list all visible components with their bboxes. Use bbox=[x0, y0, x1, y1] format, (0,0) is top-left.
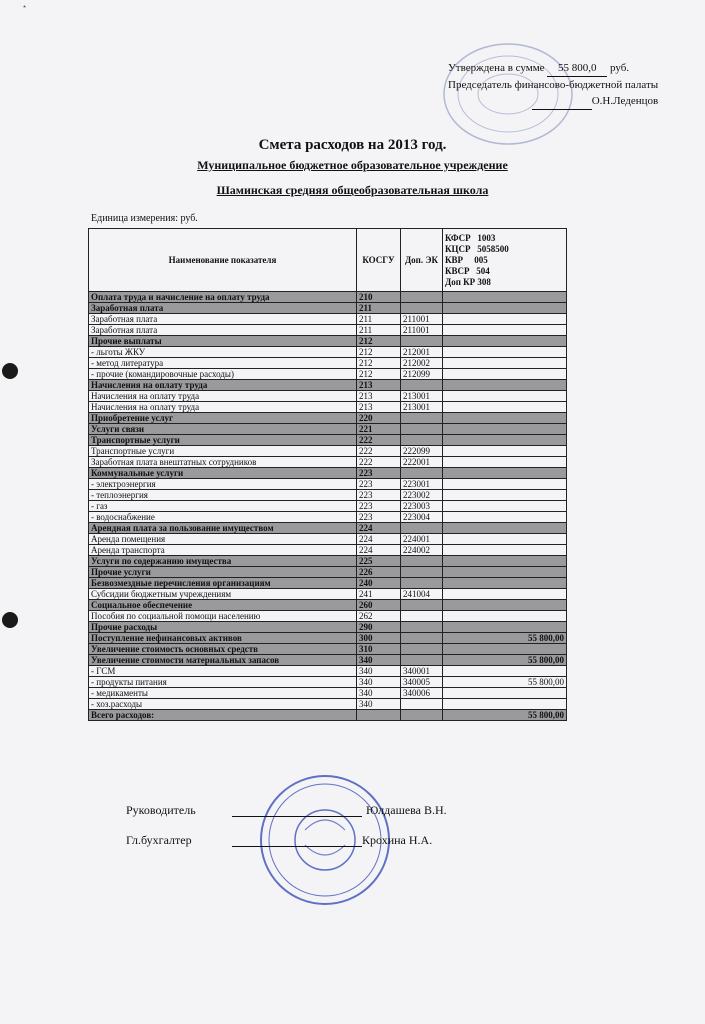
header-kosgu: КОСГУ bbox=[357, 229, 401, 292]
cell-dop-ek: 212099 bbox=[401, 369, 443, 380]
cell-sum: 55 800,00 bbox=[443, 677, 567, 688]
cell-dop-ek bbox=[401, 468, 443, 479]
cell-sum bbox=[443, 457, 567, 468]
cell-kosgu: 340 bbox=[357, 666, 401, 677]
cell-sum bbox=[443, 512, 567, 523]
cell-kosgu: 260 bbox=[357, 600, 401, 611]
header-kfsr: КФСР 1003 КЦСР 5058500 КВР 005 КВСР 504 Доп КР 308 bbox=[443, 229, 567, 292]
cell-name: Безвозмездные перечисления организациям bbox=[89, 578, 357, 589]
unit-label: Единица измерения: руб. bbox=[91, 213, 198, 224]
cell-kosgu: 223 bbox=[357, 468, 401, 479]
cell-dop-ek bbox=[401, 611, 443, 622]
cell-kosgu: 212 bbox=[357, 347, 401, 358]
table-row bbox=[89, 358, 567, 369]
head-label: Руководитель bbox=[126, 803, 196, 817]
cell-name: Пособия по социальной помощи населению bbox=[89, 611, 357, 622]
cell-sum bbox=[443, 292, 567, 303]
accountant-label: Гл.бухгалтер bbox=[126, 833, 192, 847]
table-row bbox=[89, 622, 567, 633]
cell-sum bbox=[443, 479, 567, 490]
cell-dop-ek bbox=[401, 380, 443, 391]
head-name: Юлдашева В.Н. bbox=[366, 803, 447, 817]
cell-name: - прочие (командировочные расходы) bbox=[89, 369, 357, 380]
cell-kosgu: 340 bbox=[357, 699, 401, 710]
cell-kosgu: 220 bbox=[357, 413, 401, 424]
cell-name: Арендная плата за пользование имуществом bbox=[89, 523, 357, 534]
table-row bbox=[89, 710, 567, 721]
cell-sum bbox=[443, 600, 567, 611]
cell-name: - продукты питания bbox=[89, 677, 357, 688]
cell-kosgu: 241 bbox=[357, 589, 401, 600]
cell-name: Начисления на оплату труда bbox=[89, 402, 357, 413]
head-signature-line bbox=[232, 816, 362, 817]
cell-sum bbox=[443, 688, 567, 699]
accountant-name: Крохина Н.А. bbox=[362, 833, 433, 847]
cell-dop-ek: 212001 bbox=[401, 347, 443, 358]
cell-sum bbox=[443, 303, 567, 314]
cell-sum bbox=[443, 435, 567, 446]
cell-sum bbox=[443, 424, 567, 435]
cell-name: - льготы ЖКУ bbox=[89, 347, 357, 358]
table-row bbox=[89, 512, 567, 523]
cell-name: - ГСМ bbox=[89, 666, 357, 677]
accountant-signature-line bbox=[232, 846, 362, 847]
cell-kosgu: 213 bbox=[357, 380, 401, 391]
table-row bbox=[89, 545, 567, 556]
table-row bbox=[89, 666, 567, 677]
cell-sum: 55 800,00 bbox=[443, 710, 567, 721]
cell-kosgu: 212 bbox=[357, 336, 401, 347]
table-row bbox=[89, 677, 567, 688]
cell-name: Прочие выплаты bbox=[89, 336, 357, 347]
cell-dop-ek bbox=[401, 424, 443, 435]
cell-dop-ek bbox=[401, 655, 443, 666]
cell-kosgu: 223 bbox=[357, 501, 401, 512]
table-row bbox=[89, 292, 567, 303]
table-row bbox=[89, 644, 567, 655]
table-header-row bbox=[89, 229, 567, 292]
approval-block bbox=[448, 60, 658, 110]
cell-kosgu: 222 bbox=[357, 446, 401, 457]
table-body bbox=[89, 292, 567, 721]
table-row bbox=[89, 567, 567, 578]
cell-kosgu: 310 bbox=[357, 644, 401, 655]
cell-dop-ek bbox=[401, 303, 443, 314]
org-name-text: Шаминская средняя общеобразовательная школа bbox=[216, 183, 489, 197]
cell-sum: 55 800,00 bbox=[443, 655, 567, 666]
cell-kosgu: 290 bbox=[357, 622, 401, 633]
cell-dop-ek: 223003 bbox=[401, 501, 443, 512]
cell-kosgu: 211 bbox=[357, 303, 401, 314]
table-row bbox=[89, 314, 567, 325]
cell-dop-ek: 340005 bbox=[401, 677, 443, 688]
cell-dop-ek bbox=[401, 523, 443, 534]
cell-name: Прочие расходы bbox=[89, 622, 357, 633]
table-row bbox=[89, 655, 567, 666]
table-row bbox=[89, 336, 567, 347]
corner-mark: ⋆ bbox=[22, 2, 28, 11]
header-dop-ek: Доп. ЭК bbox=[401, 229, 443, 292]
cell-dop-ek: 222001 bbox=[401, 457, 443, 468]
table-row bbox=[89, 303, 567, 314]
table-row bbox=[89, 457, 567, 468]
cell-kosgu: 221 bbox=[357, 424, 401, 435]
cell-sum bbox=[443, 699, 567, 710]
approval-amount-prefix: Утверждена в сумме bbox=[448, 62, 545, 74]
approval-amount-value: 55 800,0 bbox=[547, 60, 607, 77]
cell-sum bbox=[443, 380, 567, 391]
table-row bbox=[89, 589, 567, 600]
cell-sum bbox=[443, 347, 567, 358]
cell-kosgu: 226 bbox=[357, 567, 401, 578]
cell-kosgu: 213 bbox=[357, 402, 401, 413]
cell-name: Начисления на оплату труда bbox=[89, 380, 357, 391]
cell-sum bbox=[443, 589, 567, 600]
cell-kosgu: 222 bbox=[357, 457, 401, 468]
cell-sum bbox=[443, 468, 567, 479]
cell-kosgu: 225 bbox=[357, 556, 401, 567]
cell-sum bbox=[443, 501, 567, 512]
cell-kosgu: 340 bbox=[357, 688, 401, 699]
table-row bbox=[89, 468, 567, 479]
org-type bbox=[0, 158, 705, 173]
cell-name: Аренда помещения bbox=[89, 534, 357, 545]
cell-name: Коммунальные услуги bbox=[89, 468, 357, 479]
cell-name: Субсидии бюджетным учреждениям bbox=[89, 589, 357, 600]
cell-sum bbox=[443, 523, 567, 534]
table-row bbox=[89, 556, 567, 567]
cell-sum bbox=[443, 314, 567, 325]
table-row bbox=[89, 347, 567, 358]
cell-kosgu: 223 bbox=[357, 512, 401, 523]
cell-dop-ek bbox=[401, 578, 443, 589]
cell-dop-ek: 213001 bbox=[401, 391, 443, 402]
cell-name: Услуги связи bbox=[89, 424, 357, 435]
approval-signer: О.Н.Леденцов bbox=[591, 95, 659, 107]
cell-name: Транспортные услуги bbox=[89, 446, 357, 457]
cell-dop-ek: 223001 bbox=[401, 479, 443, 490]
org-type-text: Муниципальное бюджетное образовательное учреждение bbox=[197, 158, 508, 172]
cell-dop-ek bbox=[401, 710, 443, 721]
cell-dop-ek: 340006 bbox=[401, 688, 443, 699]
cell-kosgu: 224 bbox=[357, 523, 401, 534]
cell-name: - медикаменты bbox=[89, 688, 357, 699]
cell-kosgu: 211 bbox=[357, 325, 401, 336]
cell-dop-ek bbox=[401, 413, 443, 424]
cell-sum bbox=[443, 402, 567, 413]
cell-dop-ek bbox=[401, 435, 443, 446]
cell-name: Социальное обеспечение bbox=[89, 600, 357, 611]
cell-name: Услуги по содержанию имущества bbox=[89, 556, 357, 567]
cell-kosgu: 262 bbox=[357, 611, 401, 622]
cell-name: Прочие услуги bbox=[89, 567, 357, 578]
cell-sum bbox=[443, 369, 567, 380]
cell-sum bbox=[443, 622, 567, 633]
cell-dop-ek: 223002 bbox=[401, 490, 443, 501]
cell-kosgu: 212 bbox=[357, 369, 401, 380]
table-row bbox=[89, 402, 567, 413]
cell-name: Всего расходов: bbox=[89, 710, 357, 721]
table-row bbox=[89, 490, 567, 501]
table-row bbox=[89, 325, 567, 336]
cell-name: Поступление нефинансовых активов bbox=[89, 633, 357, 644]
cell-dop-ek bbox=[401, 292, 443, 303]
org-name bbox=[0, 183, 705, 198]
cell-kosgu: 240 bbox=[357, 578, 401, 589]
cell-name: Заработная плата bbox=[89, 325, 357, 336]
cell-dop-ek: 224002 bbox=[401, 545, 443, 556]
cell-sum bbox=[443, 534, 567, 545]
approval-amount-suffix: руб. bbox=[610, 62, 630, 74]
table-row bbox=[89, 501, 567, 512]
cell-sum bbox=[443, 391, 567, 402]
cell-sum bbox=[443, 644, 567, 655]
cell-name: - хоз.расходы bbox=[89, 699, 357, 710]
cell-name: Начисления на оплату труда bbox=[89, 391, 357, 402]
table-row bbox=[89, 413, 567, 424]
table-row bbox=[89, 435, 567, 446]
cell-kosgu: 223 bbox=[357, 490, 401, 501]
cell-dop-ek bbox=[401, 600, 443, 611]
cell-dop-ek: 241004 bbox=[401, 589, 443, 600]
cell-name: - водоснабжение bbox=[89, 512, 357, 523]
cell-sum bbox=[443, 358, 567, 369]
cell-kosgu: 223 bbox=[357, 479, 401, 490]
cell-dop-ek: 211001 bbox=[401, 325, 443, 336]
cell-name: Увеличение стоимости материальных запасов bbox=[89, 655, 357, 666]
cell-name: Приобретение услуг bbox=[89, 413, 357, 424]
cell-name: Увеличение стоимость основных средств bbox=[89, 644, 357, 655]
cell-dop-ek bbox=[401, 633, 443, 644]
binder-hole-top bbox=[2, 363, 18, 379]
cell-name: - теплоэнергия bbox=[89, 490, 357, 501]
approval-position: Председатель финансово-бюджетной палаты bbox=[448, 79, 659, 91]
table-row bbox=[89, 523, 567, 534]
cell-dop-ek: 223004 bbox=[401, 512, 443, 523]
table-row bbox=[89, 380, 567, 391]
cell-dop-ek: 213001 bbox=[401, 402, 443, 413]
cell-kosgu: 212 bbox=[357, 358, 401, 369]
cell-sum bbox=[443, 578, 567, 589]
table-row bbox=[89, 479, 567, 490]
cell-kosgu bbox=[357, 710, 401, 721]
cell-dop-ek: 340001 bbox=[401, 666, 443, 677]
cell-dop-ek: 212002 bbox=[401, 358, 443, 369]
table-row bbox=[89, 600, 567, 611]
header-name: Наименование показателя bbox=[89, 229, 357, 292]
cell-name: Транспортные услуги bbox=[89, 435, 357, 446]
cell-name: - метод литература bbox=[89, 358, 357, 369]
cell-dop-ek bbox=[401, 622, 443, 633]
table-row bbox=[89, 534, 567, 545]
cell-sum bbox=[443, 413, 567, 424]
table-row bbox=[89, 391, 567, 402]
cell-name: - электроэнергия bbox=[89, 479, 357, 490]
cell-sum bbox=[443, 666, 567, 677]
table-row bbox=[89, 424, 567, 435]
cell-sum bbox=[443, 567, 567, 578]
table-row bbox=[89, 446, 567, 457]
cell-kosgu: 224 bbox=[357, 534, 401, 545]
cell-dop-ek bbox=[401, 644, 443, 655]
cell-name: - газ bbox=[89, 501, 357, 512]
cell-name: Оплата труда и начисление на оплату труда bbox=[89, 292, 357, 303]
cell-name: Заработная плата внештатных сотрудников bbox=[89, 457, 357, 468]
cell-dop-ek bbox=[401, 336, 443, 347]
cell-sum bbox=[443, 545, 567, 556]
cell-sum bbox=[443, 325, 567, 336]
cell-dop-ek bbox=[401, 567, 443, 578]
table-row bbox=[89, 699, 567, 710]
cell-kosgu: 224 bbox=[357, 545, 401, 556]
table-row bbox=[89, 611, 567, 622]
cell-sum: 55 800,00 bbox=[443, 633, 567, 644]
cell-sum bbox=[443, 336, 567, 347]
cell-kosgu: 340 bbox=[357, 677, 401, 688]
cell-sum bbox=[443, 490, 567, 501]
cell-dop-ek bbox=[401, 699, 443, 710]
cell-kosgu: 222 bbox=[357, 435, 401, 446]
table-row bbox=[89, 578, 567, 589]
cell-sum bbox=[443, 611, 567, 622]
cell-name: Заработная плата bbox=[89, 314, 357, 325]
expense-table bbox=[88, 228, 567, 721]
table-row bbox=[89, 369, 567, 380]
cell-name: Аренда транспорта bbox=[89, 545, 357, 556]
cell-sum bbox=[443, 446, 567, 457]
cell-kosgu: 211 bbox=[357, 314, 401, 325]
cell-kosgu: 213 bbox=[357, 391, 401, 402]
document-title: Смета расходов на 2013 год. bbox=[258, 137, 447, 153]
cell-kosgu: 340 bbox=[357, 655, 401, 666]
cell-dop-ek: 222099 bbox=[401, 446, 443, 457]
cell-sum bbox=[443, 556, 567, 567]
cell-kosgu: 300 bbox=[357, 633, 401, 644]
binder-hole-bottom bbox=[2, 612, 18, 628]
cell-dop-ek: 224001 bbox=[401, 534, 443, 545]
cell-name: Заработная плата bbox=[89, 303, 357, 314]
cell-dop-ek bbox=[401, 556, 443, 567]
table-row bbox=[89, 633, 567, 644]
cell-dop-ek: 211001 bbox=[401, 314, 443, 325]
table-row bbox=[89, 688, 567, 699]
cell-kosgu: 210 bbox=[357, 292, 401, 303]
